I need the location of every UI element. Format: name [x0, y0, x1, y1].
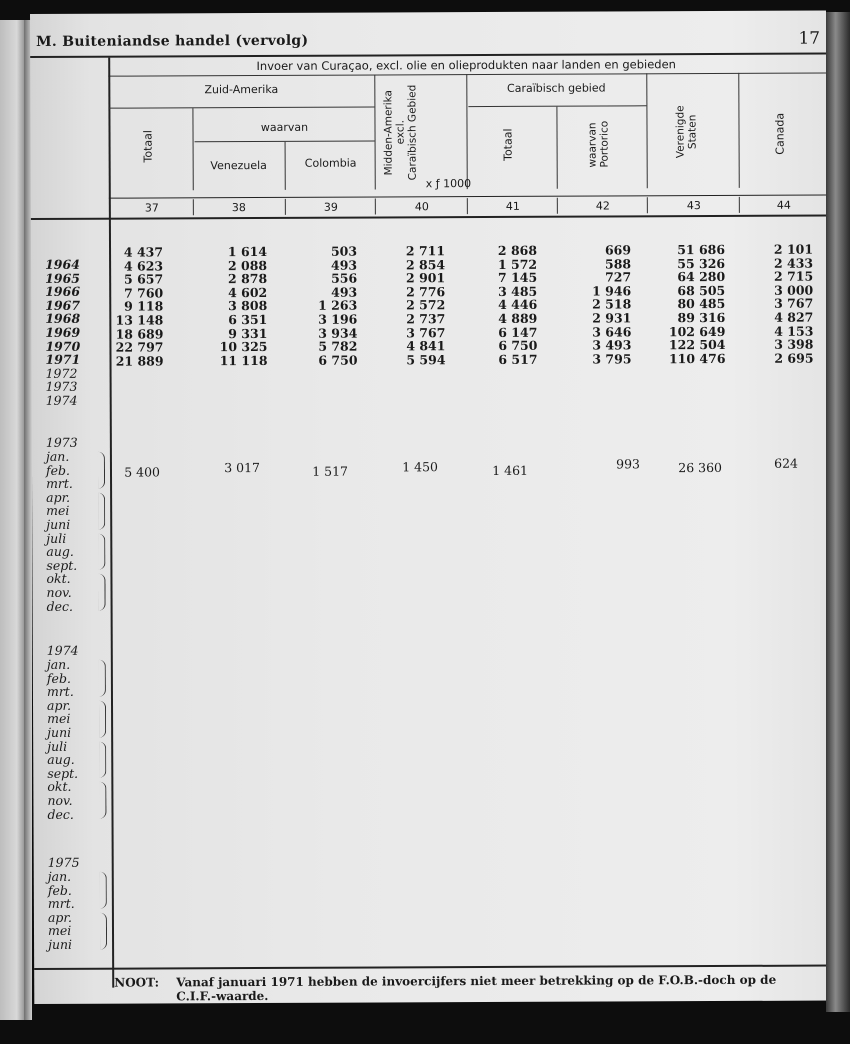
table-cell: 993: [616, 456, 641, 472]
table-cell: 1 946: [592, 283, 632, 299]
stub-year-1974: 1974: [46, 642, 79, 658]
table-cell: 1 614: [227, 243, 268, 260]
table-cell: 2 901: [405, 270, 446, 286]
col-header-venezuela: Venezuela: [210, 158, 267, 173]
footnote-label: NOOT:: [114, 975, 160, 990]
vs-line1: Verenigde: [674, 105, 687, 159]
table-cell: 2 518: [592, 296, 632, 312]
stub-month: mei: [47, 711, 71, 727]
table-cell: 2 088: [227, 257, 268, 273]
table-cell: 4 827: [774, 309, 814, 325]
table-cell: 3 808: [228, 298, 268, 314]
divider: [557, 198, 558, 214]
divider: [374, 74, 376, 189]
stub-year: 1971: [45, 351, 81, 368]
col-num-38: 38: [231, 201, 246, 215]
stub-month: jan.: [47, 868, 72, 884]
stub-month: okt.: [47, 779, 72, 795]
table-cell: 3 934: [318, 325, 358, 341]
col-header-totaal-cg: Totaal: [501, 128, 515, 162]
page-header: [36, 27, 822, 54]
group-zuid-amerika: Zuid-Amerika: [204, 82, 279, 97]
table-cell: 9 118: [124, 298, 164, 314]
divider: [285, 142, 286, 190]
table-cell: 2 854: [405, 256, 446, 272]
page-number: 17: [798, 28, 821, 49]
section-title: M. Buiteniandse handel (vervolg): [36, 32, 309, 50]
col-header-verenigde-staten: [674, 93, 702, 171]
stub-year: 1968: [45, 311, 81, 327]
table-cell: 588: [604, 255, 632, 272]
quarter-brace-icon: [98, 533, 105, 570]
table-cell: 22 797: [115, 339, 164, 355]
table-cell: 26 360: [678, 459, 723, 476]
stub-month: jan.: [46, 656, 71, 672]
divider: [738, 73, 740, 188]
table-cell: 6 517: [498, 351, 538, 367]
col-header-colombia: Colombia: [304, 156, 357, 170]
table-cell: 3 017: [224, 460, 261, 476]
table-cell: 51 686: [677, 241, 726, 258]
quarter-brace-icon: [99, 660, 106, 697]
col-num-40: 40: [414, 200, 429, 214]
divider: [285, 199, 286, 215]
stub-month: aug.: [47, 751, 75, 768]
table-cell: 2 737: [406, 311, 446, 327]
stub-month: apr.: [47, 909, 73, 925]
stub-year: 1973: [45, 379, 78, 395]
table-cell: 1 461: [492, 462, 529, 478]
table-cell: 1 263: [318, 297, 358, 314]
col-num-42: 42: [595, 199, 610, 213]
stub-year: 1974: [45, 392, 78, 408]
page-edge-right: [826, 12, 850, 1012]
divider: [739, 197, 740, 213]
group-caraibisch: Caraïbisch gebied: [507, 81, 606, 95]
col-header-canada: Canada: [773, 112, 787, 155]
midden-amerika-line3: Caraïbisch Gebied: [406, 84, 419, 181]
footnote-text: Vanaf januari 1971 hebben de invoercijfers niet meer betrekking op de F.O.B.-doch op de C.I.F.-waarde.: [176, 972, 777, 1004]
table-cell: 110 476: [668, 350, 726, 367]
stub-month: nov.: [47, 792, 73, 808]
table-cell: 2 433: [773, 255, 814, 271]
quarter-brace-icon: [98, 574, 105, 611]
stub-month: mrt.: [46, 684, 74, 700]
stub-month: juli: [47, 738, 68, 754]
stub-month: nov.: [46, 584, 72, 600]
table-title: Invoer van Curaçao, excl. olie en olieprodukten naar landen en gebieden: [256, 57, 676, 74]
table-cell: 3 485: [498, 283, 538, 299]
table-cell: 7 145: [497, 269, 538, 286]
table-cell: 3 000: [774, 282, 814, 298]
divider: [467, 198, 468, 214]
table-cell: 5 594: [406, 351, 446, 368]
table-bottom-rule: [34, 965, 830, 970]
stub-month: dec.: [46, 598, 73, 614]
midden-amerika-line2: excl.: [394, 120, 407, 145]
table-cell: 4 437: [123, 244, 164, 260]
stub-year: 1970: [45, 338, 81, 354]
quarter-brace-icon: [100, 912, 107, 949]
stub-month: mei: [46, 503, 70, 519]
table-cell: 6 750: [318, 352, 358, 368]
col-num-39: 39: [323, 200, 338, 214]
stub-year: 1972: [45, 365, 78, 381]
stub-month: juni: [47, 724, 72, 740]
table-cell: 2 711: [405, 243, 446, 259]
stub-year: 1964: [45, 256, 80, 272]
stub-month: apr.: [46, 697, 72, 713]
stub-month: okt.: [46, 571, 71, 587]
table-cell: 1 450: [402, 459, 439, 475]
table-cell: 3 493: [592, 337, 632, 353]
table-cell: 4 841: [406, 338, 446, 354]
vs-line2: Staten: [686, 114, 699, 150]
table-cell: 6 750: [498, 337, 538, 354]
table-cell: 64 280: [677, 269, 726, 285]
stub-year: 1969: [45, 324, 81, 340]
table-cell: 4 602: [228, 284, 268, 300]
table-cell: 4 623: [123, 258, 164, 274]
stub-year: 1966: [45, 283, 81, 300]
footnote: [114, 972, 814, 1004]
divider: [646, 73, 648, 188]
table-cell: 493: [331, 284, 358, 300]
stub-month: sept.: [46, 557, 78, 573]
table-cell: 4 153: [774, 323, 814, 339]
stub-month: mrt.: [47, 896, 75, 912]
portorico-line2: Portorico: [598, 121, 611, 168]
table-cell: 89 316: [677, 309, 726, 326]
table-cell: 3 646: [592, 323, 632, 340]
table-cell: 2 776: [406, 283, 446, 300]
table-cell: 18 689: [115, 326, 164, 342]
quarter-brace-icon: [100, 872, 107, 909]
quarter-brace-icon: [99, 741, 106, 778]
waarvan-label: waarvan: [260, 120, 309, 134]
table-cell: 3 398: [774, 336, 814, 352]
divider: [375, 198, 376, 214]
table-cell: 7 760: [124, 285, 164, 301]
table-cell: 4 889: [498, 310, 538, 326]
stub-month: juni: [46, 516, 71, 532]
table-cell: 624: [774, 455, 798, 471]
table-cell: 2 931: [592, 310, 632, 326]
divider: [193, 199, 194, 215]
table-cell: 6 147: [498, 324, 538, 340]
col-num-43: 43: [686, 199, 701, 213]
table-cell: 5 657: [123, 271, 164, 287]
table-cell: 2 572: [406, 297, 446, 313]
table-cell: 2 715: [773, 268, 814, 284]
table-cell: 102 649: [668, 323, 726, 339]
table-cell: 3 795: [592, 351, 632, 367]
col-num-44: 44: [776, 198, 791, 212]
quarter-brace-icon: [99, 700, 106, 737]
table-cell: 4 446: [498, 297, 538, 313]
divider: [647, 197, 648, 213]
table-cell: 55 326: [677, 255, 726, 271]
table-cell: 3 767: [774, 295, 814, 312]
table-cell: 2 695: [774, 350, 814, 366]
stub-month: dec.: [47, 806, 74, 822]
table-cell: 68 505: [677, 282, 726, 298]
stub-month: juli: [46, 530, 67, 546]
unit-label: x ƒ 1000: [425, 177, 472, 191]
portorico-line1: waarvan: [586, 121, 599, 168]
table-cell: 2 101: [773, 241, 814, 257]
quarter-brace-icon: [99, 782, 106, 819]
table-cell: 727: [605, 269, 632, 285]
col-header-portorico: [586, 109, 614, 179]
table-cell: 5 400: [124, 464, 161, 480]
facing-page-edge: [0, 20, 24, 1020]
table-cell: 13 148: [115, 312, 164, 328]
stub-month: feb.: [45, 462, 71, 478]
table-cell: 5 782: [318, 338, 358, 354]
stub-month: jan.: [45, 448, 70, 464]
table-cell: 122 504: [668, 337, 726, 353]
stub-month: juni: [48, 936, 73, 952]
table-cell: 493: [330, 257, 358, 273]
table-cell: 1 517: [312, 463, 349, 479]
divider: [556, 107, 557, 189]
stub-month: apr.: [46, 489, 71, 505]
stub-month: feb.: [46, 670, 71, 686]
table-cell: 3 196: [318, 311, 358, 327]
stub-month: aug.: [46, 544, 74, 560]
col-num-37: 37: [144, 201, 159, 215]
table-cell: 1 572: [497, 256, 538, 272]
table-cell: 2 868: [497, 242, 538, 258]
stub-year: 1965: [45, 270, 80, 286]
table-cell: 11 118: [219, 352, 268, 368]
table-cell: 10 325: [219, 339, 268, 355]
table-header-rule: [31, 215, 827, 220]
table-cell: 80 485: [677, 296, 726, 312]
col-num-41: 41: [505, 199, 520, 213]
quarter-brace-icon: [98, 492, 105, 529]
stub-year-1975: 1975: [47, 854, 80, 870]
table-cell: 503: [330, 243, 358, 259]
table-cell: 9 331: [228, 325, 268, 341]
stub-year: 1967: [45, 297, 81, 313]
col-header-midden-amerika: [382, 78, 422, 186]
document-page: [30, 11, 830, 1004]
stub-month: sept.: [47, 765, 79, 781]
stub-month: mei: [47, 923, 72, 939]
divider: [108, 106, 374, 108]
stub-month: feb.: [47, 882, 72, 898]
col-header-totaal-za: Totaal: [141, 130, 155, 163]
table-cell: 21 889: [115, 353, 164, 369]
table-cell: 6 351: [228, 311, 268, 328]
table-cell: 556: [331, 270, 358, 286]
table-cell: 3 767: [406, 324, 446, 340]
table-cell: 2 878: [227, 271, 268, 287]
stub-month: mrt.: [46, 476, 73, 492]
table-cell: 669: [604, 242, 632, 258]
stub-year-1973: 1973: [45, 434, 78, 450]
midden-amerika-line1: Midden-Amerika: [382, 89, 395, 176]
